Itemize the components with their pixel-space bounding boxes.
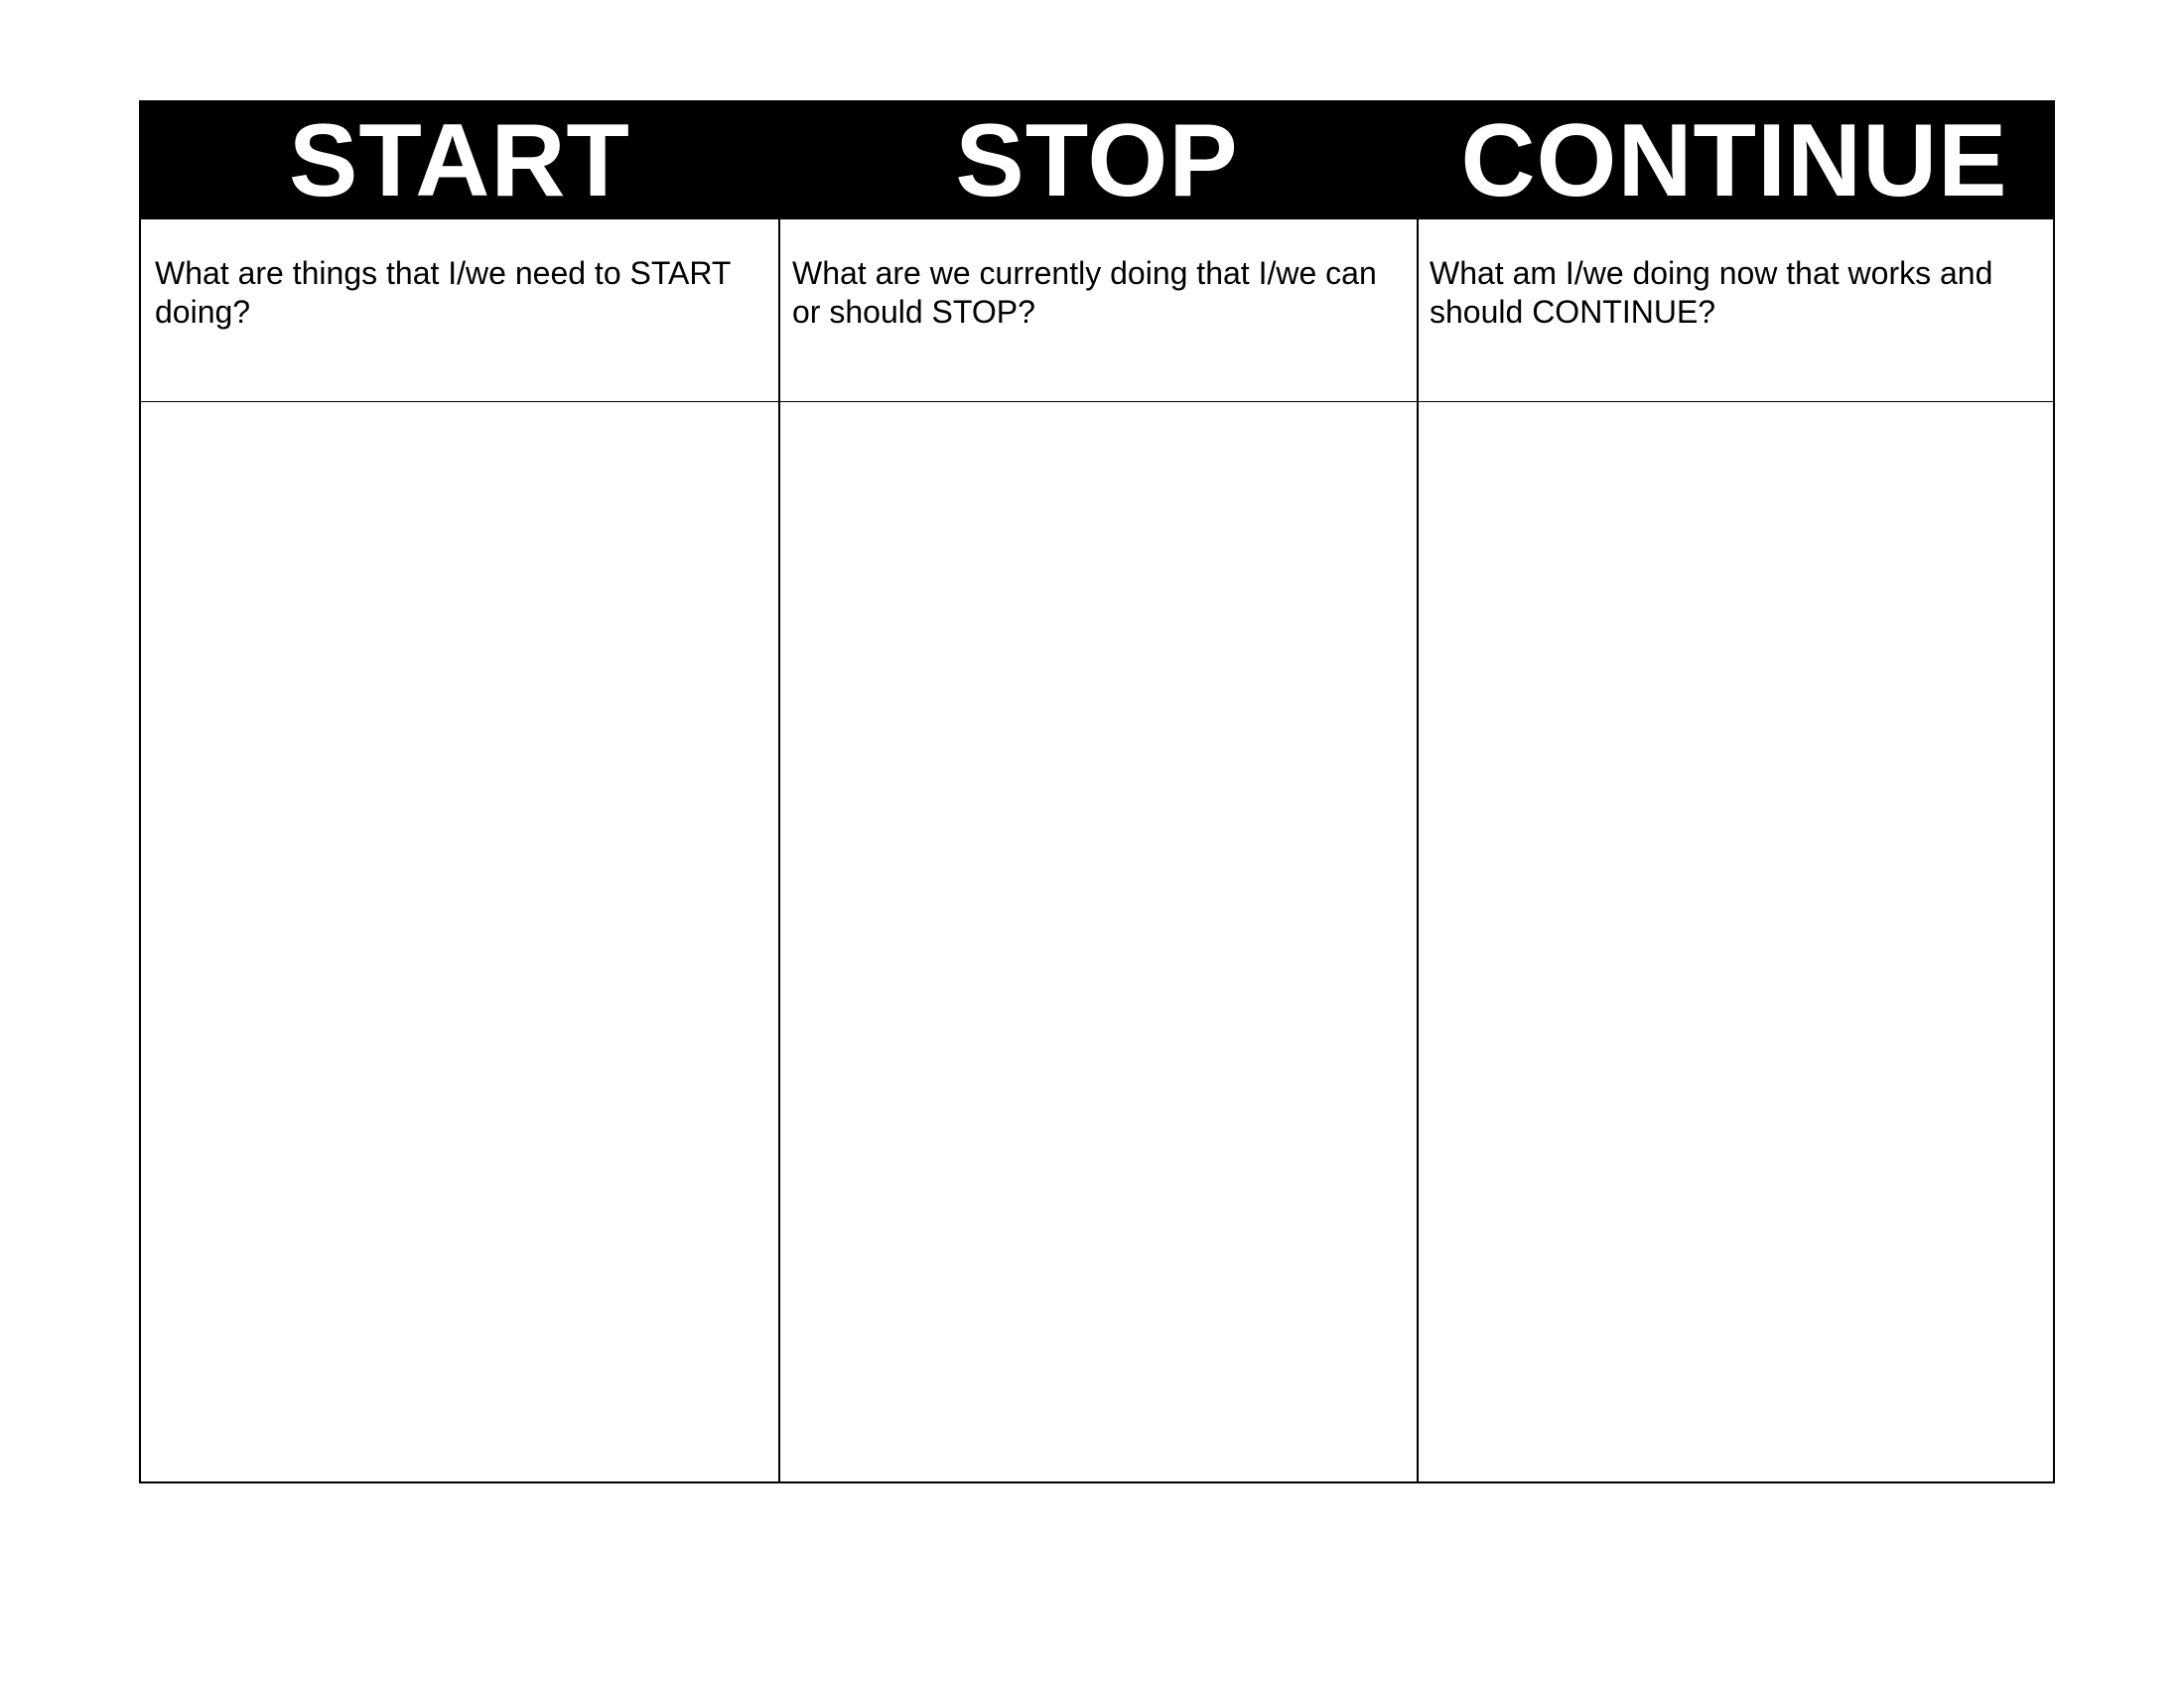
prompt-stop: What are we currently doing that I/we can or should STOP? [792, 255, 1377, 330]
answer-area-continue[interactable] [1416, 402, 2053, 1481]
answer-area-stop[interactable] [778, 402, 1416, 1481]
start-stop-continue-worksheet [139, 100, 2055, 1483]
heading-stop: STOP [955, 103, 1239, 218]
heading-continue: CONTINUE [1460, 103, 2008, 218]
answer-area-start[interactable] [141, 402, 778, 1481]
prompt-start: What are things that I/we need to START doing? [155, 255, 731, 330]
prompt-continue: What am I/we doing now that works and should CONTINUE? [1430, 255, 1993, 330]
prompt-row [141, 219, 2053, 402]
answer-row [141, 402, 2053, 1481]
column-divider [1417, 219, 1419, 1481]
heading-start: START [289, 103, 630, 218]
column-divider [778, 219, 780, 1481]
header-row [141, 102, 2053, 219]
